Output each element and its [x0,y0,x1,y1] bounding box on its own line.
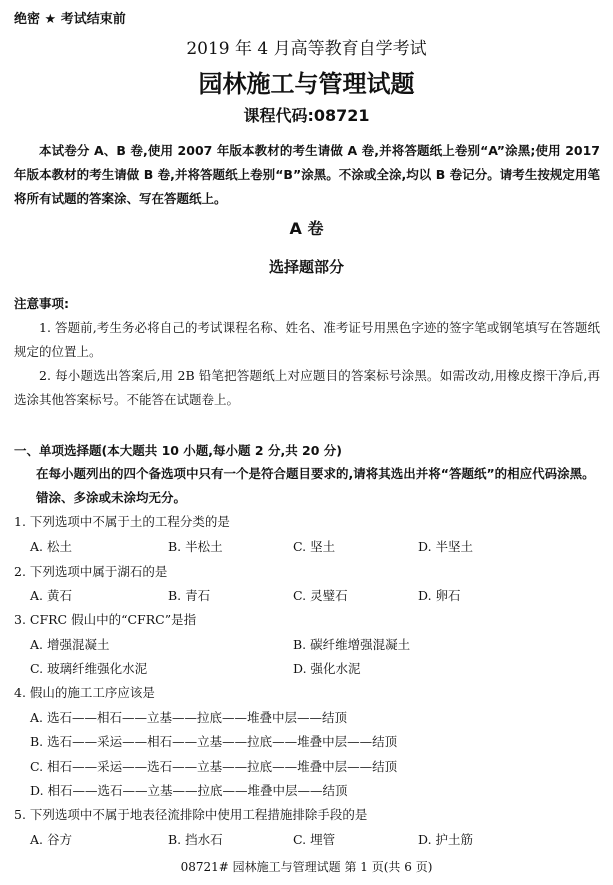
question-stem: 3. CFRC 假山中的“CFRC”是指 [14,612,197,627]
general-instructions: 本试卷分 A、B 卷,使用 2007 年版本教材的考生请做 A 卷,并将答题纸上卷别“A”涂黑;使用 2017 年版本教材的考生请做 B 卷,并将答题纸上卷别“B”涂黑。不涂或全涂,均以 B 卷记分。请考生按规定用笔将所有试题的答案涂、写在答题纸上。 [14,143,600,206]
secret-label: 绝密 ★ 考试结束前 [14,12,126,27]
option-d: D. 相石——选石——立基——拉底——堆叠中层——结顶 [30,783,348,798]
option-a: A. 谷方 [30,832,72,847]
notes-heading: 注意事项: [14,296,69,311]
option-c: C. 坚土 [293,539,336,554]
option-c: C. 相石——采运——选石——立基——拉底——堆叠中层——结顶 [30,759,398,774]
section-heading: 一、单项选择题(本大题共 10 小题,每小题 2 分,共 20 分) [14,443,343,458]
option-d: D. 卵石 [418,588,461,603]
exam-session-line: 2019 年 4 月高等教育自学考试 [186,39,427,59]
option-c: C. 玻璃纤维强化水泥 [30,661,148,676]
question-stem: 1. 下列选项中不属于土的工程分类的是 [14,514,230,529]
option-d: D. 强化水泥 [293,661,361,676]
option-b: B. 挡水石 [168,832,223,847]
option-b: B. 半松土 [168,539,223,554]
note-item: 2. 每小题选出答案后,用 2B 铅笔把答题纸上对应题目的答案标号涂黑。如需改动,用橡皮擦干净后,再选涂其他答案标号。不能答在试题卷上。 [14,368,600,407]
question-stem: 4. 假山的施工工序应该是 [14,685,155,700]
option-a: A. 黄石 [30,588,72,603]
option-c: C. 灵璧石 [293,588,348,603]
question-stem: 5. 下列选项中不属于地表径流排除中使用工程措施排除手段的是 [14,807,368,822]
option-a: A. 增强混凝土 [30,637,110,652]
page-footer: 08721# 园林施工与管理试题 第 1 页(共 6 页) [180,860,433,874]
section-instruction: 在每小题列出的四个备选项中只有一个是符合题目要求的,请将其选出并将“答题纸”的相应代码涂黑。错涂、多涂或未涂均无分。 [36,466,595,505]
option-d: D. 护土筋 [418,832,474,847]
option-a: A. 选石——相石——立基——拉底——堆叠中层——结顶 [30,710,347,725]
exam-title: 园林施工与管理试题 [198,70,415,98]
question-stem: 2. 下列选项中属于湖石的是 [14,564,168,579]
option-b: B. 青石 [168,588,211,603]
volume-label: A 卷 [289,219,324,238]
option-b: B. 选石——采运——相石——立基——拉底——堆叠中层——结顶 [30,734,398,749]
option-d: D. 半坚土 [418,539,474,554]
note-item: 1. 答题前,考生务必将自己的考试课程名称、姓名、准考证号用黑色字迹的签字笔或钢笔填写在答题纸规定的位置上。 [14,320,600,359]
option-b: B. 碳纤维增强混凝土 [293,637,411,652]
part-label: 选择题部分 [268,258,344,276]
option-c: C. 埋管 [293,832,336,847]
course-code: 课程代码:08721 [243,106,370,125]
option-a: A. 松土 [30,539,72,554]
